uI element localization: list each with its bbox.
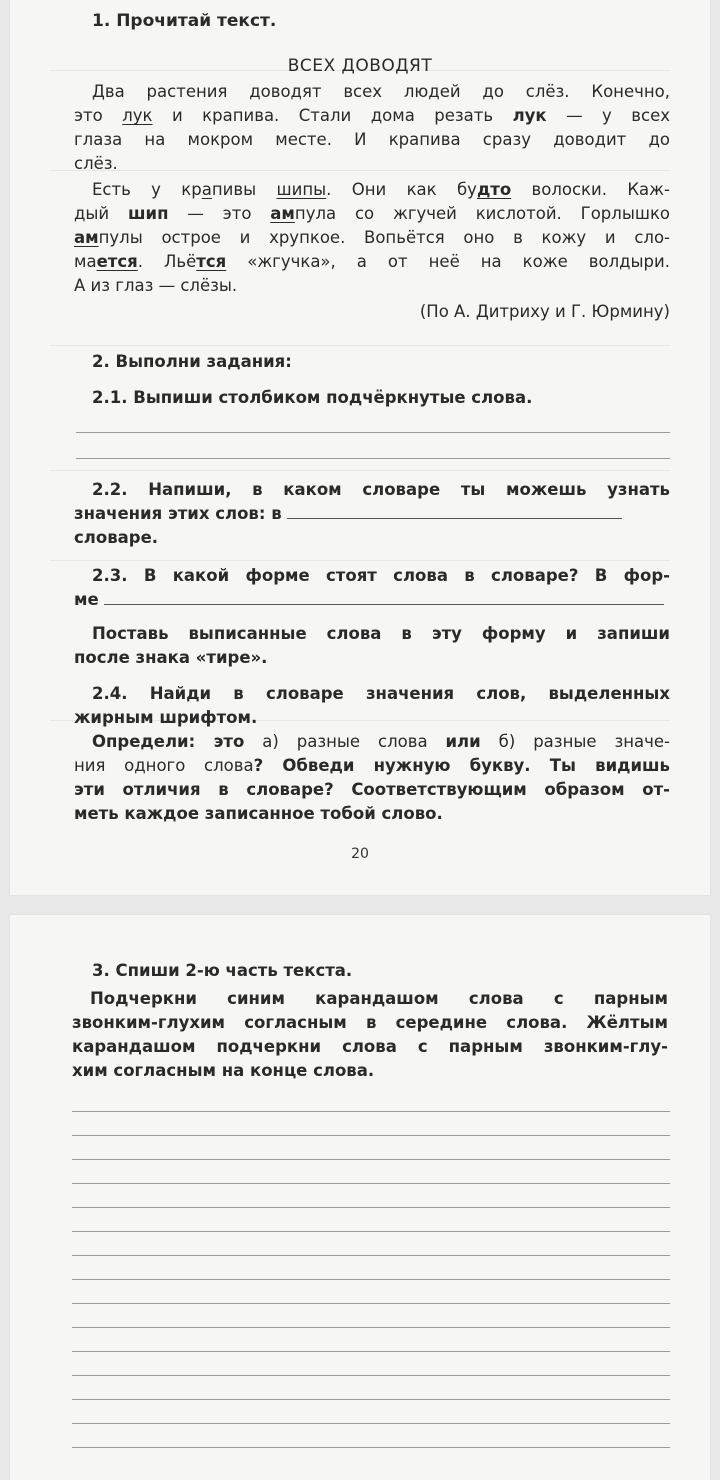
story-title: ВСЕХ ДОВОДЯТ [287,56,433,76]
para2-line-3: ампулы острое и хрупкое. Вопьётся оно в кожу и сло- [74,228,670,247]
task-2-4: 2.4. Найди в словаре значения слов, выделенных жирным шрифтом. [74,684,670,727]
answer-line[interactable] [72,1183,670,1184]
answer-line[interactable] [72,1423,670,1424]
answer-line[interactable] [72,1303,670,1304]
para2-line-4: мается. Льётся «жгучка», а от неё на коже волдыри. [74,252,670,271]
story-paragraph-1 [74,80,670,176]
show-through-line [50,345,670,346]
task-2-heading: 2. Выполни задания: [92,352,292,371]
answer-line[interactable] [72,1279,670,1280]
answer-line[interactable] [72,1351,670,1352]
answer-line[interactable] [72,1447,670,1448]
answer-line[interactable] [72,1159,670,1160]
answer-line[interactable] [72,1255,670,1256]
underlined-letter: а [201,180,212,199]
para2-line-2: дый шип — это ампула со жгучей кислотой. Горлышко [74,204,670,223]
task-3-heading: 3. Спиши 2-ю часть текста. [92,961,353,980]
task-2-1: 2.1. Выпиши столбиком подчёркнутые слова. [92,388,533,407]
para1-line-4: слёз. [74,154,118,173]
answer-blank[interactable] [287,504,622,519]
answer-line[interactable] [72,1231,670,1232]
para1-line-2: это лук и крапива. Стали дома резать лук — у всех [74,106,670,125]
para1-line-1: Два растения доводят всех людей до слёз. Конечно, [92,82,670,101]
answer-line[interactable] [72,1111,670,1112]
story-paragraph-2 [74,178,670,298]
bold-word: шип [128,204,169,223]
answer-line[interactable] [76,432,670,433]
answer-line[interactable] [72,1399,670,1400]
workbook-page-21 [10,915,710,1480]
task-2-3: 2.3. В какой форме стоят слова в словаре? В фор- ме [74,566,670,609]
para2-line-5: А из глаз — слёзы. [74,276,238,295]
bold-underlined-part: ам [74,228,99,247]
task-2-2: 2.2. Напиши, в каком словаре ты можешь узнать значения этих слов: в словаре. [74,480,670,547]
bold-underlined-part: тся [196,252,227,271]
show-through-line [50,470,670,471]
para1-line-3: глаза на мокром месте. И крапива сразу доводит до [74,130,670,149]
bold-underlined-part: ам [270,204,295,223]
underlined-word: лук [122,106,153,125]
bold-underlined-part: ется [96,252,138,271]
para2-line-1: Есть у крапивы шипы. Они как будто волоски. Каж- [92,180,670,199]
task-1-heading: 1. Прочитай текст. [92,11,277,31]
answer-line[interactable] [72,1327,670,1328]
answer-line[interactable] [76,458,670,459]
answer-line[interactable] [72,1135,670,1136]
answer-blank[interactable] [104,590,664,605]
workbook-page-20 [10,0,710,895]
bold-word: лук [512,106,547,125]
show-through-line [50,560,670,561]
answer-line[interactable] [72,1375,670,1376]
task-2-4-instruction: Определи: это а) разные слова или б) разные значе- ния одного слова? Обведи нужную букву. Ты видишь эти отличия в словаре? Соответствующим образом от- меть каждое записанное тобой слово. [74,732,670,823]
bold-underlined-part: дто [476,180,512,199]
page-number: 20 [351,846,369,862]
task-2-3-instruction: Поставь выписанные слова в эту форму и запиши после знака «тире». [74,624,670,667]
task-3-instruction: Подчеркни синим карандашом слова с парным звонким-глухим согласным в середине слова. Жёлтым карандашом подчеркни слова с парным звонким-глу- хим согласным на конце слова. [72,989,668,1080]
underlined-word: шипы [276,180,327,199]
story-source: (По А. Дитриху и Г. Юрмину) [419,302,670,321]
answer-line[interactable] [72,1207,670,1208]
